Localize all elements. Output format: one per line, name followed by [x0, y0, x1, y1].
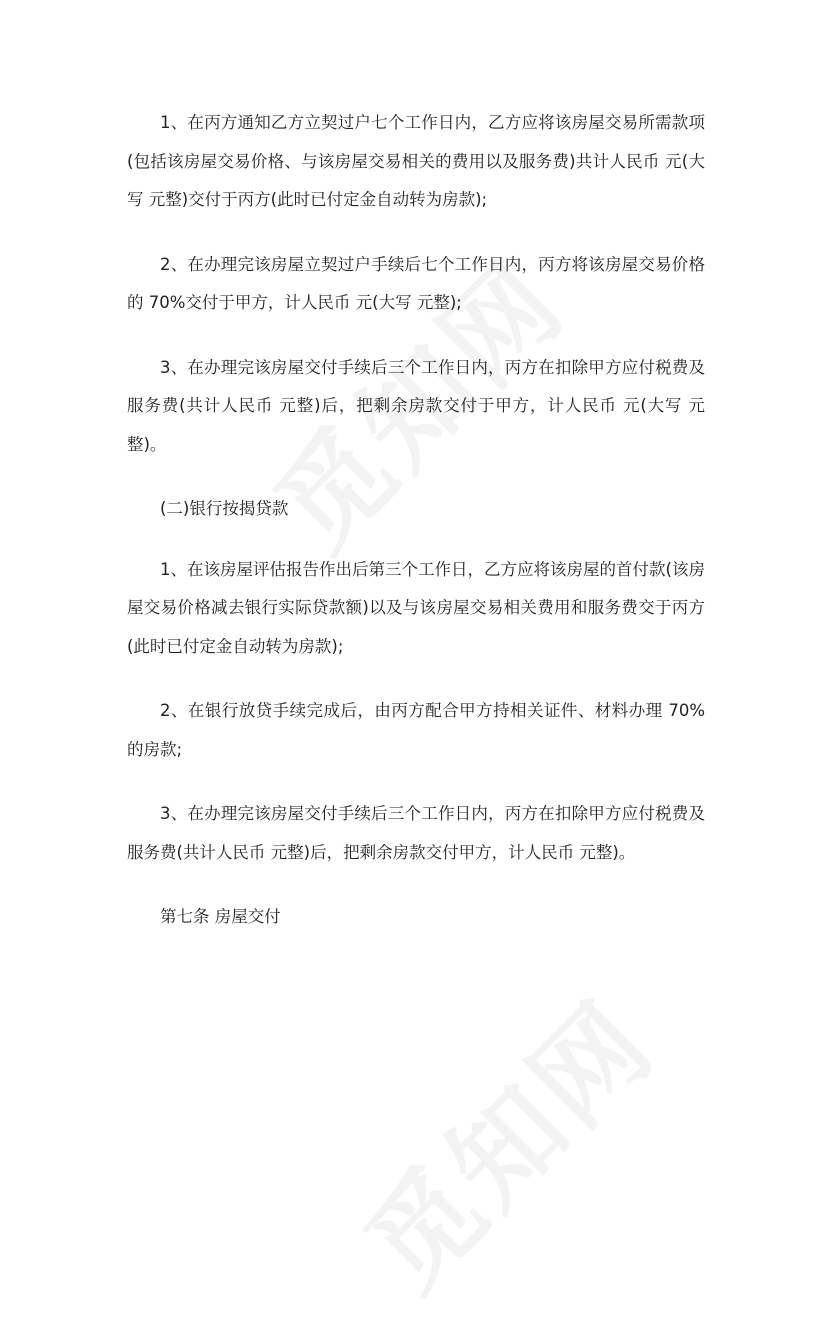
article-heading-7: 第七条 房屋交付	[160, 907, 281, 926]
paragraph-mortgage-3: 3、在办理完该房屋交付手续后三个工作日内，丙方在扣除甲方应付税费及服务费(共计人民币 元整)后，把剩余房款交付甲方，计人民币 元整)。	[127, 804, 705, 862]
paragraph-mortgage-2: 2、在银行放贷手续完成后，由丙方配合甲方持相关证件、材料办理 70%的房款;	[127, 701, 705, 759]
watermark	[325, 960, 683, 1318]
paragraph-clause-2: 2、在办理完该房屋立契过户手续后七个工作日内，丙方将该房屋交易价格的 70%交付于甲方，计人民币 元(大写 元整);	[127, 254, 705, 312]
section-heading-mortgage: (二)银行按揭贷款	[160, 499, 289, 518]
paragraph-clause-1: 1、在丙方通知乙方立契过户七个工作日内，乙方应将该房屋交易所需款项(包括该房屋交易价格、与该房屋交易相关的费用以及服务费)共计人民币 元(大写 元整)交付于丙方(此时已付定金自动转为房款);	[127, 113, 705, 209]
document-body	[127, 104, 705, 959]
paragraph-mortgage-1: 1、在该房屋评估报告作出后第三个工作日，乙方应将该房屋的首付款(该房屋交易价格减去银行实际贷款额)以及与该房屋交易相关费用和服务费交于丙方(此时已付定金自动转为房款);	[127, 559, 705, 656]
paragraph-clause-3: 3、在办理完该房屋交付手续后三个工作日内，丙方在扣除甲方应付税费及服务费(共计人民币 元整)后，把剩余房款交付于甲方，计人民币 元(大写 元整)。	[127, 357, 705, 454]
